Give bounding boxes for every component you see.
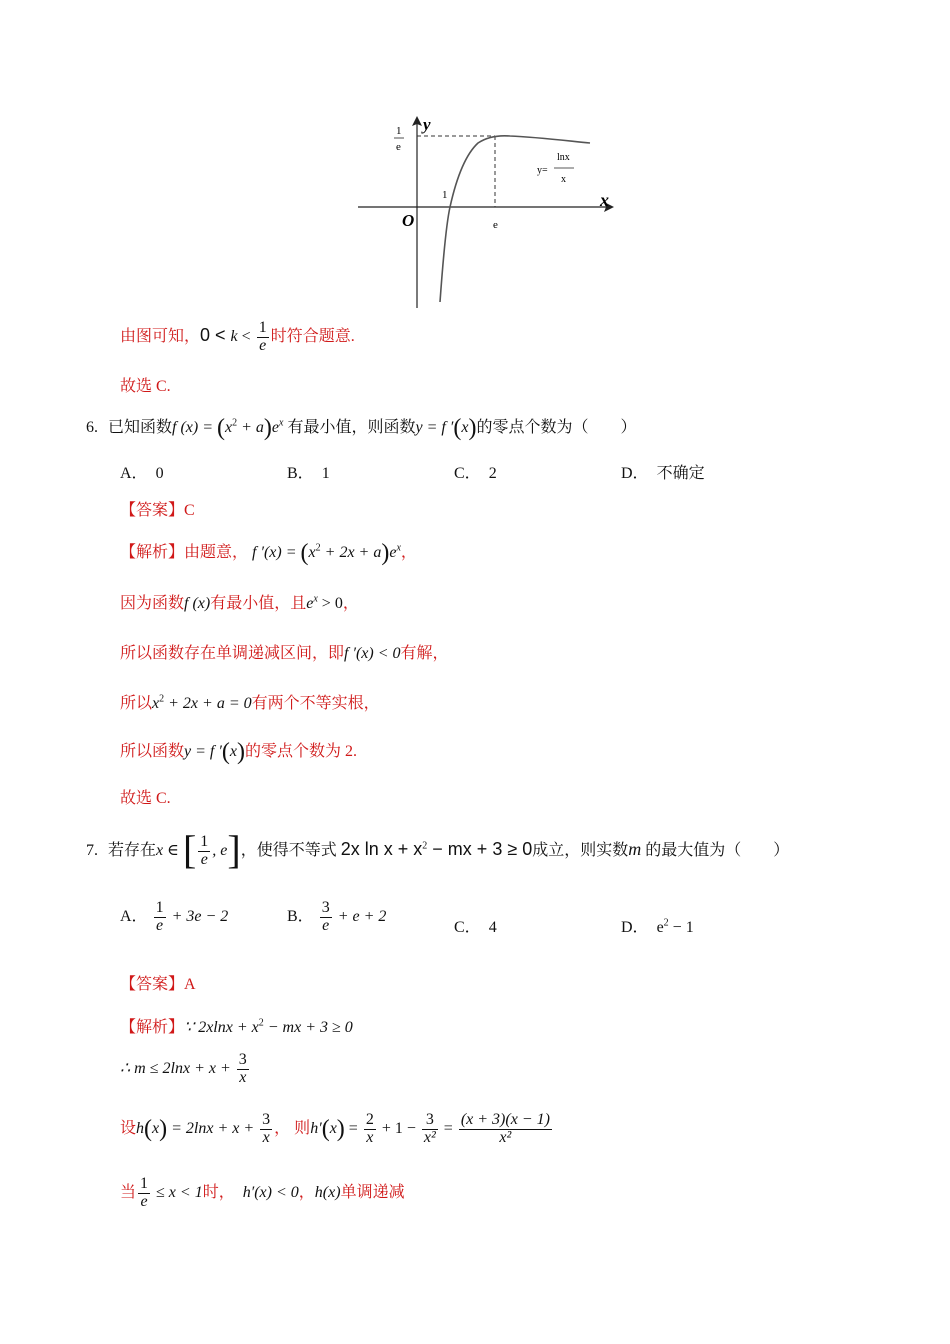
q7-s1-a: ∵ 2xlnx + x <box>184 1019 259 1036</box>
y-tick-den: e <box>396 141 401 153</box>
q7-s4-mid: 时， <box>202 1183 235 1201</box>
q7-answer-tag: 【答案】 <box>120 976 185 993</box>
q6-option-a[interactable]: A． 0 <box>120 465 164 482</box>
q7-s3-f1-den: x <box>366 1128 374 1146</box>
q7-s1-sup: 2 <box>258 1017 264 1029</box>
q7-s3-frac <box>260 1112 272 1147</box>
q6-answer-tag: 【答案】 <box>120 502 185 519</box>
q7-stem: 7. 若存在x ∈ [ $\frac{1}{e}$ , e]，使得不等式 2x $\ln x + x^2$ − mx + 3 ≥ 0成立，则实数m 的最大值为（ ） <box>86 827 790 872</box>
q6-a1-exp-sup: x <box>396 542 401 554</box>
q7-s3-hx: x <box>152 1119 160 1137</box>
q5-conclusion-suffix: 时符合题意. <box>270 327 355 345</box>
q6-a1-sup: 2 <box>315 542 321 554</box>
q6-a4-rest: + 2x + a = 0 <box>164 695 252 712</box>
q7-option-c[interactable]: C． 4 <box>454 919 497 936</box>
q6-option-d[interactable]: D． 不确定 <box>621 465 705 482</box>
q6-analysis-line-5: 所以函数y = f ′(x)的零点个数为 2. <box>120 739 357 765</box>
q7-analysis-line-4 <box>120 1176 405 1211</box>
q6-a4-x: x <box>152 695 160 712</box>
q7-s1-b: − mx + 3 ≥ 0 <box>263 1019 353 1036</box>
q6-answer-value: C <box>184 502 195 519</box>
q5-frac-num: 1 <box>258 319 267 336</box>
q7-x-in: x ∈ <box>156 842 183 859</box>
q6-a4-tail: 有两个不等实根， <box>251 695 380 712</box>
q7-analysis-line-3: 设h(x) = 2lnx + x + $\frac{3}{x}$ ， 则h′(x) = $\frac{2}{x}$ + 1 − $\frac{3}{\text{x²}}$ = $\frac{(x + 3)(x - 1)}{\text{x²}}$ <box>120 1111 550 1146</box>
function-graph <box>350 110 620 315</box>
q7-s3-text: 设 <box>120 1119 137 1137</box>
q6-exp-sup: x <box>279 417 284 429</box>
q7-stem-b: ，使得不等式 <box>240 842 337 859</box>
q6-a3-text: 所以函数存在单调递减区间，即 <box>120 645 345 662</box>
y-axis-label: y <box>423 115 431 134</box>
q6-exp: e <box>271 419 280 436</box>
q7-ineq-sup: 2 <box>422 840 428 852</box>
q6-analysis-line-2 <box>120 590 359 613</box>
q7-s3-plus: + 1 − <box>377 1119 420 1137</box>
q6-a1-fprime: f ′(x) = <box>252 544 301 561</box>
q6-a3-tail: 有解， <box>400 645 449 662</box>
q7-answer <box>120 971 196 994</box>
q7-s3-hp: h′ <box>310 1119 322 1137</box>
x-tick-one: 1 <box>442 189 448 201</box>
q7-s2-frac <box>237 1052 249 1087</box>
q7-option-d[interactable]: D． $e^2 - 1$ <box>621 917 694 936</box>
q6-poly-sup: 2 <box>232 417 238 429</box>
q7-s4-text: 当 <box>120 1183 137 1201</box>
q6-a5-tail: 的零点个数为 2. <box>244 743 357 760</box>
q7-ineq-b: − mx + 3 ≥ 0 <box>427 839 533 859</box>
q7-int-b: , e <box>212 842 228 859</box>
q7-ineq-a: 2x ln x + x <box>340 839 423 859</box>
q7-s4-num: 1 <box>140 1175 149 1192</box>
q7-s4-comma: ， <box>298 1183 315 1201</box>
q6-number: 6. <box>86 419 98 436</box>
q6-a4-sup: 2 <box>159 693 165 705</box>
q6-analysis-choice: 故选 C. <box>120 790 171 807</box>
q7-interval-frac <box>198 834 210 869</box>
q5-conclusion-line <box>120 320 355 355</box>
q7-answer-value: A <box>184 976 196 993</box>
q7-s3-f2-num: 3 <box>422 1112 438 1130</box>
q5-lt: < <box>237 327 255 345</box>
q7-option-b[interactable]: B． $\frac{3}{e}$ + e + 2 <box>287 899 387 934</box>
q6-stem: 6. 已知函数f $(x) = (x^2 + a)e^x$ 有最小值，则函数y = f ′(x)的零点个数为（ ） <box>86 415 637 441</box>
q6-option-c[interactable]: C． 2 <box>454 465 497 482</box>
curve-label-num: lnx <box>557 152 570 163</box>
q7-analysis-line-2 <box>120 1052 251 1087</box>
q6-a1-x: x <box>308 544 316 561</box>
q6-stem-a: 已知函数 <box>108 419 173 436</box>
q7-s4-tail: 单调递减 <box>340 1183 405 1201</box>
q6-a2-mid: 有最小值，且 <box>210 595 307 612</box>
q7-s3-h: h <box>136 1119 145 1137</box>
x-axis-label: x <box>600 190 609 210</box>
q6-y-x: x <box>461 419 469 436</box>
q7-number: 7. <box>86 842 98 859</box>
q6-f: f (x) = <box>172 419 218 436</box>
q7-stem-c: 成立，则实数 <box>532 842 629 859</box>
q6-a1-poly-b: + 2x + a <box>320 544 382 561</box>
q7-s3-den: x <box>262 1128 270 1146</box>
q7-s3-frac2 <box>422 1112 438 1147</box>
q6-a5-text: 所以函数 <box>120 743 185 760</box>
q7-s3-mid: ， 则 <box>274 1119 311 1137</box>
q6-option-b[interactable]: B． 1 <box>287 465 330 482</box>
q6-poly-b: + a <box>237 419 264 436</box>
q7-s2-a: ∴ m ≤ 2lnx + x + <box>120 1059 235 1077</box>
q7-s4-h: h(x) <box>314 1183 341 1201</box>
q6-analysis-line-4 <box>120 690 380 713</box>
q6-a2-exp-sup: x <box>313 593 318 605</box>
q5-zero: 0 < <box>200 324 231 345</box>
q6-a1-tail: ， <box>400 544 417 561</box>
q5-frac-den: e <box>259 336 267 354</box>
y-tick-num: 1 <box>396 125 402 137</box>
q6-a1-exp: e <box>389 544 397 561</box>
q6-stem-c: 的零点个数为（ ） <box>476 419 637 436</box>
q5-conclusion-prefix: 由图可知， <box>120 327 201 345</box>
q6-a3-math: f ′(x) < 0 <box>344 645 401 662</box>
q6-a2-rel: > 0 <box>317 595 343 612</box>
q7-analysis-line-1 <box>120 1014 353 1037</box>
q7-s3-eq2: = <box>344 1119 362 1137</box>
q6-a2-fx: f (x) <box>184 595 211 612</box>
q6-a5-math: y = f ′ <box>184 743 222 760</box>
q6-y: y = f ′ <box>415 419 454 436</box>
curve-label-den: x <box>561 174 566 185</box>
q6-analysis-line-3 <box>120 640 449 663</box>
q7-s4-hp: h′(x) < 0 <box>242 1183 299 1201</box>
q7-s3-f3-den: x² <box>499 1128 512 1146</box>
q7-s4-frac <box>138 1176 150 1211</box>
q7-s3-f2-den: x² <box>423 1128 436 1146</box>
x-tick-e: e <box>493 219 498 231</box>
q6-answer <box>120 497 195 520</box>
curve-label-prefix: y= <box>537 165 548 176</box>
q7-s2-num: 3 <box>238 1051 247 1068</box>
q6-a1-text: 由题意， <box>184 544 249 561</box>
q6-analysis-line-1: 【解析】由题意， f $'(x) = (x^2 + 2x + a)e^x$， <box>120 540 417 566</box>
q6-a4-text: 所以 <box>120 695 153 712</box>
q7-s4-rel: ≤ x < 1 <box>152 1183 203 1201</box>
q7-s4-den: e <box>140 1192 148 1210</box>
q5-choice: 故选 C. <box>120 378 171 395</box>
q7-analysis-tag: 【解析】 <box>120 1019 185 1036</box>
q6-stem-b: 有最小值，则函数 <box>287 419 416 436</box>
q7-int-num: 1 <box>200 833 209 851</box>
q5-k: k <box>230 327 238 345</box>
q7-m: m <box>628 839 642 859</box>
q6-a2-tail: ， <box>342 595 359 612</box>
q6-poly-x: x <box>225 419 233 436</box>
q7-s3-frac3 <box>459 1112 552 1147</box>
q7-s3-num: 3 <box>262 1111 271 1128</box>
q6-a2-exp: e <box>306 595 314 612</box>
q7-s3-f1-num: 2 <box>365 1111 374 1128</box>
q7-stem-d: 的最大值为（ ） <box>645 842 790 859</box>
origin-label: O <box>402 211 415 230</box>
q7-option-a[interactable]: A． $\frac{1}{e}$ + 3e − 2 <box>120 899 229 934</box>
q7-int-den: e <box>200 850 208 868</box>
q7-s3-f3-num: (x + 3)(x − 1) <box>460 1111 550 1128</box>
q7-s3-hpx: x <box>329 1119 337 1137</box>
q6-a2-text: 因为函数 <box>120 595 185 612</box>
q7-s3-eq3: = <box>439 1119 457 1137</box>
q7-stem-a: 若存在 <box>108 842 157 859</box>
q7-s3-frac1 <box>364 1112 376 1147</box>
q7-s2-den: x <box>239 1068 247 1086</box>
q7-s3-eq: = 2lnx + x + <box>167 1119 259 1137</box>
q6-analysis-tag: 【解析】 <box>120 544 185 561</box>
q6-a5-x: x <box>229 743 237 760</box>
q5-fraction <box>257 320 269 355</box>
